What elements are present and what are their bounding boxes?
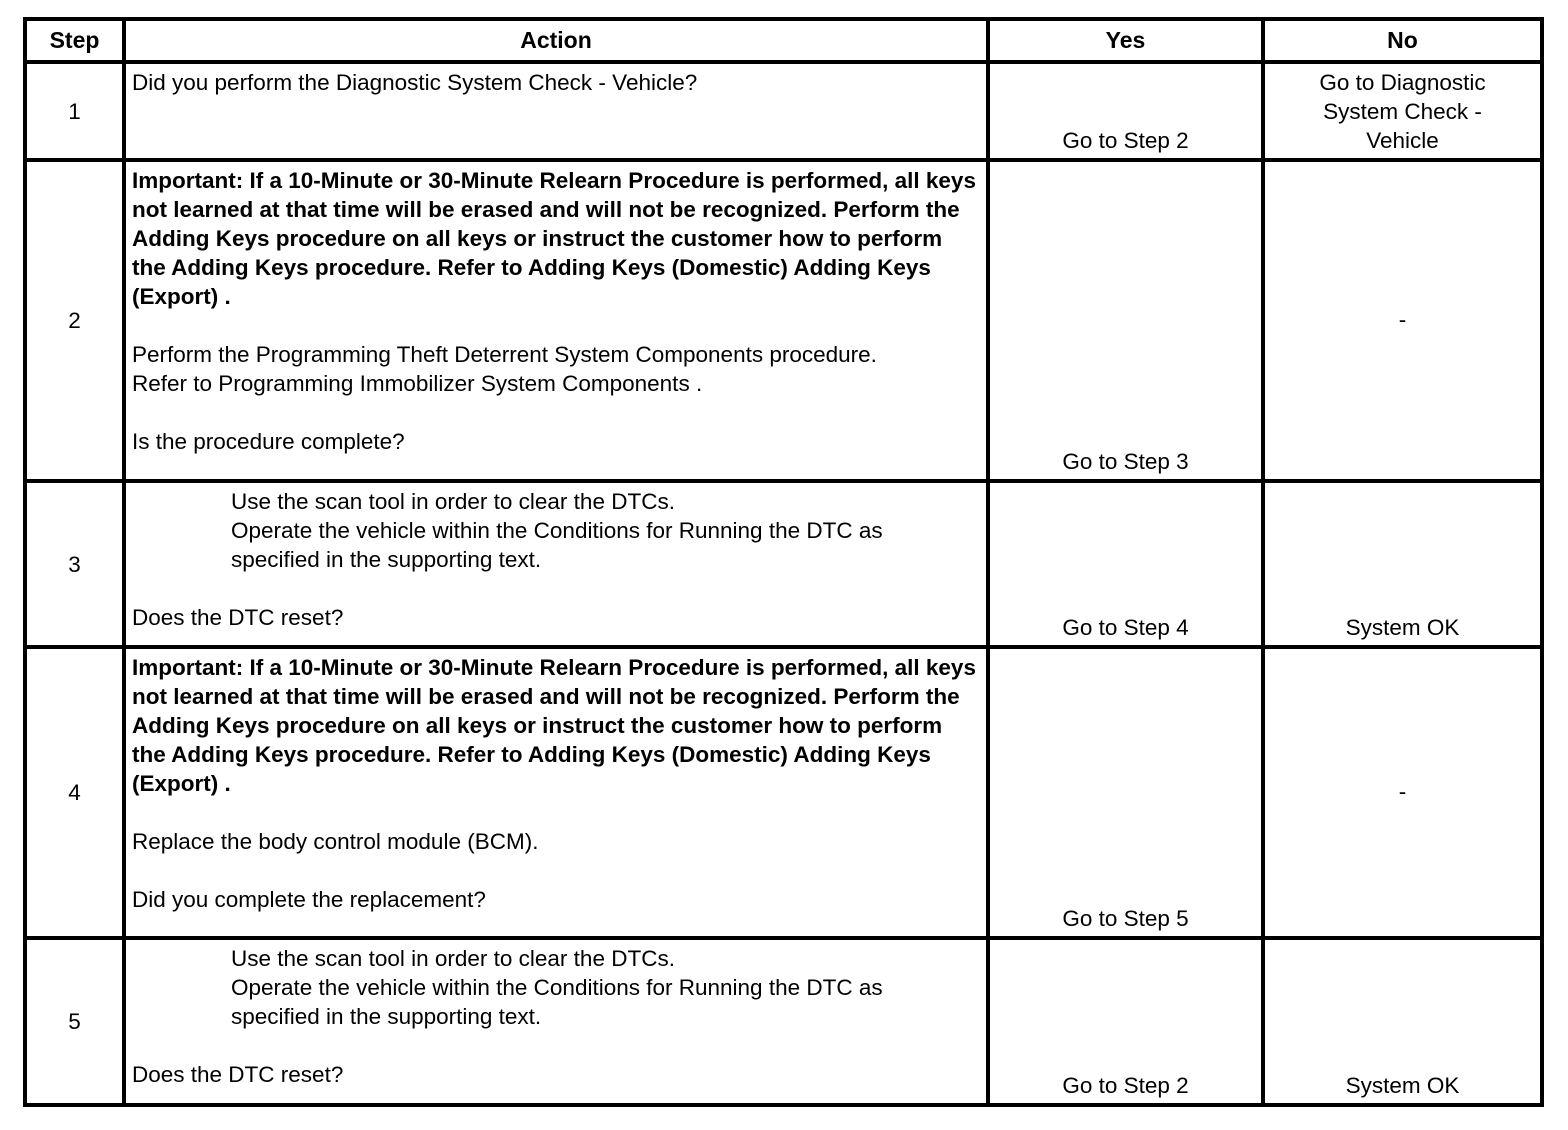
action-question: Does the DTC reset? xyxy=(132,605,344,630)
header-yes: Yes xyxy=(988,19,1263,62)
important-note: Important: If a 10-Minute or 30-Minute Relearn Procedure is performed, all keys not learned at that time will be erased and will not be recognized. Perform the Adding Keys procedure on all keys or instruct the customer how to perform the Adding Keys procedure. Refer to Adding Keys (Domestic) Adding Keys (Export) . xyxy=(132,168,976,309)
instruction-line: Operate the vehicle within the Conditions for Running the DTC as xyxy=(231,975,883,1000)
step-number: 5 xyxy=(25,938,124,1105)
yes-cell: Go to Step 4 xyxy=(988,481,1263,647)
instruction-line: Refer to Programming Immobilizer System Components . xyxy=(132,371,703,396)
table-row xyxy=(25,481,1542,647)
action-cell xyxy=(124,62,988,160)
table-row xyxy=(25,62,1542,160)
table-row xyxy=(25,647,1542,938)
step-number: 4 xyxy=(25,647,124,938)
table-row xyxy=(25,160,1542,481)
yes-cell: Go to Step 2 xyxy=(988,62,1263,160)
step-number: 2 xyxy=(25,160,124,481)
instruction-line: Use the scan tool in order to clear the DTCs. xyxy=(231,489,675,514)
action-cell xyxy=(124,160,988,481)
diagnostic-table xyxy=(23,17,1544,1107)
important-note: Important: If a 10-Minute or 30-Minute Relearn Procedure is performed, all keys not learned at that time will be erased and will not be recognized. Perform the Adding Keys procedure on all keys or instruct the customer how to perform the Adding Keys procedure. Refer to Adding Keys (Domestic) Adding Keys (Export) . xyxy=(132,655,976,796)
instruction-line: specified in the supporting text. xyxy=(231,1004,542,1029)
action-question: Is the procedure complete? xyxy=(132,429,405,454)
table-row xyxy=(25,938,1542,1105)
header-no: No xyxy=(1263,19,1542,62)
instruction-line: specified in the supporting text. xyxy=(231,547,542,572)
step-number: 3 xyxy=(25,481,124,647)
instruction-line: Use the scan tool in order to clear the DTCs. xyxy=(231,946,675,971)
action-question: Did you complete the replacement? xyxy=(132,887,486,912)
no-cell: - xyxy=(1263,160,1542,481)
instruction-line: Perform the Programming Theft Deterrent System Components procedure. xyxy=(132,342,877,367)
step-number: 1 xyxy=(25,62,124,160)
action-cell xyxy=(124,938,988,1105)
instruction-line: Replace the body control module (BCM). xyxy=(132,829,539,854)
action-question: Did you perform the Diagnostic System Check - Vehicle? xyxy=(132,70,698,95)
action-cell xyxy=(124,481,988,647)
action-question: Does the DTC reset? xyxy=(132,1062,344,1087)
yes-cell: Go to Step 2 xyxy=(988,938,1263,1105)
yes-cell: Go to Step 5 xyxy=(988,647,1263,938)
header-row xyxy=(25,19,1542,62)
yes-cell: Go to Step 3 xyxy=(988,160,1263,481)
action-cell xyxy=(124,647,988,938)
no-cell: System OK xyxy=(1263,938,1542,1105)
no-cell: Go to Diagnostic System Check - Vehicle xyxy=(1263,62,1542,160)
header-step: Step xyxy=(25,19,124,62)
no-cell: System OK xyxy=(1263,481,1542,647)
header-action: Action xyxy=(124,19,988,62)
instruction-line: Operate the vehicle within the Conditions for Running the DTC as xyxy=(231,518,883,543)
no-cell: - xyxy=(1263,647,1542,938)
